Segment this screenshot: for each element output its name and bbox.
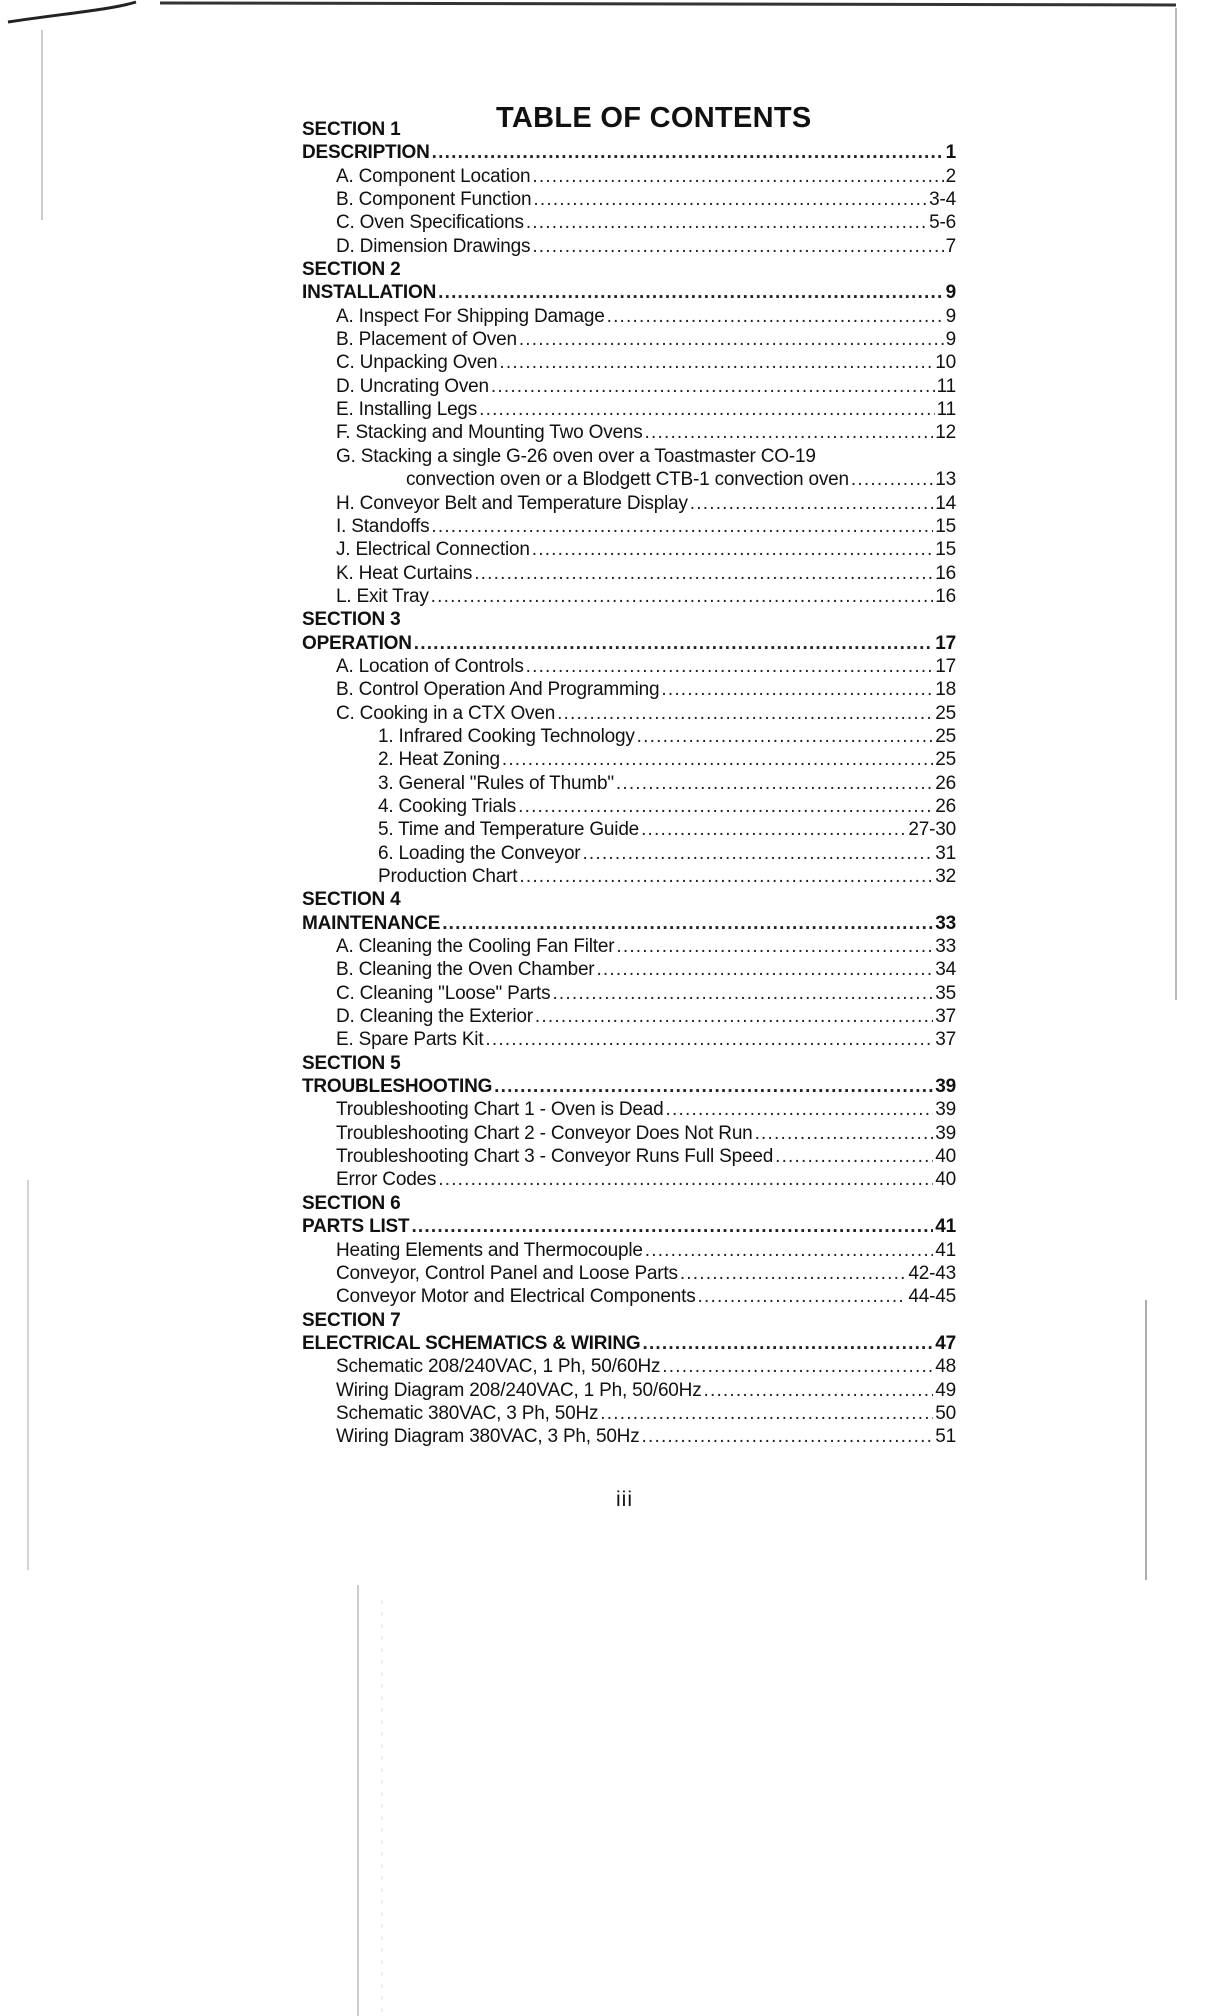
toc-leader-dots bbox=[431, 515, 933, 538]
toc-entry bbox=[296, 211, 956, 234]
toc-entry bbox=[296, 678, 956, 701]
toc-section-heading bbox=[296, 281, 956, 304]
toc-leader-dots bbox=[442, 912, 933, 935]
toc-entry bbox=[296, 982, 956, 1005]
toc-entry bbox=[296, 328, 956, 351]
toc-entry bbox=[296, 1145, 956, 1168]
toc-leader-dots bbox=[535, 1005, 933, 1028]
toc-entry-label: C. Cleaning "Loose" Parts bbox=[336, 982, 551, 1004]
toc-entry bbox=[296, 1239, 956, 1262]
toc-section-heading bbox=[296, 1332, 956, 1355]
toc-entry-page: 50 bbox=[935, 1402, 956, 1424]
toc-entry-page: 25 bbox=[935, 702, 956, 724]
toc-section-heading bbox=[296, 1215, 956, 1238]
toc-leader-dots bbox=[642, 1332, 933, 1355]
toc-entry-label: B. Placement of Oven bbox=[336, 329, 517, 351]
toc-entry-page: 37 bbox=[935, 1006, 956, 1028]
toc-entry-label: Wiring Diagram 380VAC, 3 Ph, 50Hz bbox=[336, 1426, 640, 1448]
toc-entry-page: 12 bbox=[935, 422, 956, 444]
toc-section-label bbox=[296, 888, 956, 911]
toc-leader-dots bbox=[607, 305, 944, 328]
toc-entry-page: 5-6 bbox=[929, 212, 956, 234]
toc-title: TABLE OF CONTENTS bbox=[496, 102, 812, 134]
toc-leader-dots bbox=[600, 1402, 933, 1425]
toc-entry bbox=[296, 1425, 956, 1448]
toc-leader-dots bbox=[641, 818, 906, 841]
toc-entry-label: G. Stacking a single G-26 oven over a Toastmaster CO-19 bbox=[336, 445, 816, 467]
toc-leader-dots bbox=[499, 351, 933, 374]
toc-entry-label: H. Conveyor Belt and Temperature Display bbox=[336, 492, 688, 514]
toc-entry-page: 25 bbox=[935, 749, 956, 771]
toc-entry bbox=[296, 421, 956, 444]
toc-entry-label: E. Spare Parts Kit bbox=[336, 1029, 484, 1051]
page-number: iii bbox=[616, 1488, 633, 1511]
toc-entry bbox=[296, 1262, 956, 1285]
toc-entry-label: Troubleshooting Chart 1 - Oven is Dead bbox=[336, 1099, 664, 1121]
toc-leader-dots bbox=[532, 235, 943, 258]
toc-entry bbox=[296, 1028, 956, 1051]
toc-entry bbox=[296, 1379, 956, 1402]
toc-entry bbox=[296, 1122, 956, 1145]
toc-section-heading bbox=[296, 632, 956, 655]
toc-entry-page: 31 bbox=[935, 842, 956, 864]
toc-entry-label: C. Cooking in a CTX Oven bbox=[336, 702, 556, 724]
toc-leader-dots bbox=[411, 1215, 933, 1238]
toc-entry bbox=[296, 748, 956, 771]
toc-leader-dots bbox=[552, 982, 933, 1005]
toc-entry-label: F. Stacking and Mounting Two Ovens bbox=[336, 422, 643, 444]
toc-entry bbox=[296, 305, 956, 328]
toc-section-label bbox=[296, 1052, 956, 1075]
toc-entry-label: Wiring Diagram 208/240VAC, 1 Ph, 50/60Hz bbox=[336, 1379, 702, 1401]
toc-entry-page: 48 bbox=[935, 1356, 956, 1378]
toc-entry-label: 4. Cooking Trials bbox=[378, 795, 517, 817]
toc-entry-label: L. Exit Tray bbox=[336, 585, 429, 607]
toc-leader-dots bbox=[518, 795, 933, 818]
toc-leader-dots bbox=[645, 421, 934, 444]
toc-entry-page: 3-4 bbox=[929, 189, 956, 211]
toc-entry-page: 47 bbox=[935, 1332, 956, 1354]
toc-entry-label: ELECTRICAL SCHEMATICS & WIRING bbox=[302, 1332, 641, 1354]
toc-entry-label: A. Component Location bbox=[336, 165, 531, 187]
toc-entry-label: Conveyor Motor and Electrical Components bbox=[336, 1286, 696, 1308]
toc-entry-label: D. Cleaning the Exterior bbox=[336, 1006, 533, 1028]
toc-entry bbox=[296, 375, 956, 398]
toc-leader-dots bbox=[479, 398, 935, 421]
toc-entry-page: 15 bbox=[935, 539, 956, 561]
toc-leader-dots bbox=[526, 655, 934, 678]
toc-entry-page: 33 bbox=[935, 936, 956, 958]
toc-entry-page: 18 bbox=[935, 679, 956, 701]
toc-entry-label: Conveyor, Control Panel and Loose Parts bbox=[336, 1262, 678, 1284]
toc-entry-label: 1. Infrared Cooking Technology bbox=[378, 725, 635, 747]
toc-entry-label: SECTION 7 bbox=[302, 1309, 401, 1331]
toc-entry-label: MAINTENANCE bbox=[302, 912, 441, 934]
toc-section-heading bbox=[296, 1075, 956, 1098]
toc-entry-label: 2. Heat Zoning bbox=[378, 749, 500, 771]
toc-entry-page: 11 bbox=[936, 375, 956, 397]
toc-leader-dots bbox=[616, 772, 933, 795]
toc-entry-label: Schematic 208/240VAC, 1 Ph, 50/60Hz bbox=[336, 1356, 661, 1378]
toc-section-label bbox=[296, 258, 956, 281]
toc-entry-page: 39 bbox=[935, 1122, 956, 1144]
toc-entry-label: DESCRIPTION bbox=[302, 142, 430, 164]
toc-entry bbox=[296, 235, 956, 258]
toc-entry-page: 11 bbox=[936, 399, 956, 421]
toc-leader-dots bbox=[532, 165, 943, 188]
toc-entry-label: K. Heat Curtains bbox=[336, 562, 473, 584]
toc-leader-dots bbox=[775, 1145, 933, 1168]
toc-entry-page: 39 bbox=[935, 1076, 956, 1098]
toc-entry-label: D. Uncrating Oven bbox=[336, 375, 489, 397]
toc-entry-label: 6. Loading the Conveyor bbox=[378, 842, 581, 864]
toc-entry-label: INSTALLATION bbox=[302, 282, 437, 304]
toc-entry-page: 40 bbox=[935, 1169, 956, 1191]
toc-entry-label: 5. Time and Temperature Guide bbox=[378, 819, 640, 841]
toc-leader-dots bbox=[661, 678, 933, 701]
toc-entry-label: B. Control Operation And Programming bbox=[336, 679, 660, 701]
toc-entry-page: 40 bbox=[935, 1146, 956, 1168]
toc-entry-page: 41 bbox=[935, 1239, 956, 1261]
toc-entry bbox=[296, 351, 956, 374]
toc-leader-dots bbox=[431, 585, 934, 608]
toc-entry-page: 13 bbox=[935, 469, 956, 491]
toc-entry-label: A. Inspect For Shipping Damage bbox=[336, 305, 605, 327]
toc-entry-page: 49 bbox=[935, 1379, 956, 1401]
toc-leader-dots bbox=[519, 328, 944, 351]
toc-entry-label: B. Cleaning the Oven Chamber bbox=[336, 959, 595, 981]
toc-entry-label: D. Dimension Drawings bbox=[336, 235, 531, 257]
toc-entry bbox=[296, 795, 956, 818]
toc-entry bbox=[296, 725, 956, 748]
toc-entry-label: SECTION 3 bbox=[302, 609, 401, 631]
toc-entry-label: Troubleshooting Chart 3 - Conveyor Runs Full Speed bbox=[336, 1146, 774, 1168]
toc-leader-dots bbox=[666, 1098, 934, 1121]
toc-entry bbox=[296, 165, 956, 188]
toc-entry bbox=[296, 1168, 956, 1191]
toc-entry-page: 44-45 bbox=[908, 1286, 956, 1308]
toc-entry bbox=[296, 538, 956, 561]
toc-entry-label: E. Installing Legs bbox=[336, 399, 478, 421]
toc-leader-dots bbox=[557, 702, 933, 725]
toc-entry-page: 17 bbox=[935, 632, 956, 654]
toc-entry-label: I. Standoffs bbox=[336, 515, 430, 537]
toc-leader-dots bbox=[474, 562, 933, 585]
toc-entry-label: SECTION 6 bbox=[302, 1192, 401, 1214]
toc-leader-dots bbox=[502, 748, 933, 771]
toc-leader-dots bbox=[438, 281, 944, 304]
toc-section-label bbox=[296, 118, 956, 141]
toc-entry-label: convection oven or a Blodgett CTB-1 convection oven bbox=[406, 469, 849, 491]
toc-leader-dots bbox=[438, 1168, 933, 1191]
toc-entry-page: 39 bbox=[935, 1099, 956, 1121]
toc-entries bbox=[296, 118, 956, 1449]
toc-entry bbox=[296, 188, 956, 211]
toc-entry-label: Error Codes bbox=[336, 1169, 437, 1191]
toc-entry-label: Troubleshooting Chart 2 - Conveyor Does Not Run bbox=[336, 1122, 753, 1144]
toc-entry-page: 7 bbox=[945, 235, 956, 257]
toc-entry-page: 51 bbox=[935, 1426, 956, 1448]
toc-leader-dots bbox=[491, 375, 935, 398]
toc-entry bbox=[296, 492, 956, 515]
toc-entry bbox=[296, 515, 956, 538]
toc-leader-dots bbox=[662, 1355, 933, 1378]
toc-entry-page: 32 bbox=[935, 866, 956, 887]
toc-entry bbox=[296, 702, 956, 725]
toc-entry-label: C. Oven Specifications bbox=[336, 212, 524, 234]
toc-entry bbox=[296, 445, 956, 468]
toc-entry-page: 26 bbox=[935, 772, 956, 794]
toc-entry-label: B. Component Function bbox=[336, 189, 532, 211]
toc-entry-label: SECTION 1 bbox=[302, 119, 401, 140]
toc-entry-page: 41 bbox=[935, 1216, 956, 1238]
toc-entry-page: 26 bbox=[935, 795, 956, 817]
toc-entry bbox=[296, 398, 956, 421]
toc-entry-page: 16 bbox=[935, 585, 956, 607]
toc-section-heading bbox=[296, 912, 956, 935]
toc-entry bbox=[296, 585, 956, 608]
toc-section-label bbox=[296, 608, 956, 631]
toc-leader-dots bbox=[582, 842, 933, 865]
toc-entry bbox=[296, 935, 956, 958]
toc-entry-page: 1 bbox=[945, 142, 956, 164]
toc-entry-page: 35 bbox=[935, 982, 956, 1004]
toc-entry bbox=[296, 865, 956, 888]
toc-entry-label: C. Unpacking Oven bbox=[336, 352, 498, 374]
toc-leader-dots bbox=[532, 538, 934, 561]
toc-entry bbox=[296, 1355, 956, 1378]
toc-leader-dots bbox=[616, 935, 933, 958]
toc-entry bbox=[296, 818, 956, 841]
toc-entry bbox=[296, 1005, 956, 1028]
toc-entry-label: OPERATION bbox=[302, 632, 412, 654]
toc-entry-page: 27-30 bbox=[908, 819, 956, 841]
toc-leader-dots bbox=[414, 632, 934, 655]
toc-entry-page: 37 bbox=[935, 1029, 956, 1051]
toc-leader-dots bbox=[533, 188, 927, 211]
toc-entry-page: 2 bbox=[945, 165, 956, 187]
toc-entry-label: 3. General "Rules of Thumb" bbox=[378, 772, 614, 794]
toc-leader-dots bbox=[680, 1262, 907, 1285]
toc-entry bbox=[296, 1098, 956, 1121]
toc-entry-page: 10 bbox=[935, 352, 956, 374]
toc-leader-dots bbox=[596, 958, 933, 981]
toc-leader-dots bbox=[526, 211, 927, 234]
toc-entry-label: Production Chart bbox=[378, 866, 518, 887]
toc-entry bbox=[296, 958, 956, 981]
toc-entry-label: SECTION 2 bbox=[302, 259, 401, 281]
toc-entry-page: 25 bbox=[935, 725, 956, 747]
toc-entry bbox=[296, 655, 956, 678]
toc-leader-dots bbox=[755, 1122, 934, 1145]
toc-leader-dots bbox=[645, 1239, 934, 1262]
toc-entry-label: A. Location of Controls bbox=[336, 655, 524, 677]
toc-entry-label: Schematic 380VAC, 3 Ph, 50Hz bbox=[336, 1402, 599, 1424]
toc-entry-label: SECTION 5 bbox=[302, 1052, 401, 1074]
toc-entry-label: SECTION 4 bbox=[302, 889, 401, 911]
toc-section-label bbox=[296, 1309, 956, 1332]
toc-leader-dots bbox=[485, 1028, 933, 1051]
toc-section-heading bbox=[296, 141, 956, 164]
toc-leader-dots bbox=[494, 1075, 933, 1098]
toc-leader-dots bbox=[642, 1425, 934, 1448]
toc-entry-page: 33 bbox=[935, 912, 956, 934]
toc-entry bbox=[296, 772, 956, 795]
toc-entry-page: 15 bbox=[935, 515, 956, 537]
toc-entry-page: 14 bbox=[935, 492, 956, 514]
toc-entry-page: 17 bbox=[935, 655, 956, 677]
toc-leader-dots bbox=[519, 865, 933, 888]
toc-leader-dots bbox=[704, 1379, 934, 1402]
toc-entry bbox=[296, 468, 956, 491]
toc-leader-dots bbox=[698, 1285, 907, 1308]
toc-entry-label: PARTS LIST bbox=[302, 1216, 410, 1238]
toc-entry-label: A. Cleaning the Cooling Fan Filter bbox=[336, 936, 615, 958]
toc-leader-dots bbox=[851, 468, 933, 491]
toc-entry-page: 9 bbox=[945, 329, 956, 351]
toc-entry-page: 9 bbox=[945, 282, 956, 304]
toc-entry-label: J. Electrical Connection bbox=[336, 539, 530, 561]
toc-entry bbox=[296, 1285, 956, 1308]
toc-entry-page: 34 bbox=[935, 959, 956, 981]
toc-leader-dots bbox=[637, 725, 934, 748]
toc-leader-dots bbox=[432, 141, 944, 164]
toc-section-label bbox=[296, 1192, 956, 1215]
toc-entry bbox=[296, 562, 956, 585]
toc-entry-page: 9 bbox=[945, 305, 956, 327]
toc-entry bbox=[296, 842, 956, 865]
toc-entry-label: Heating Elements and Thermocouple bbox=[336, 1239, 643, 1261]
toc-entry-page: 42-43 bbox=[908, 1262, 956, 1284]
toc-entry bbox=[296, 1402, 956, 1425]
toc-entry-label: TROUBLESHOOTING bbox=[302, 1076, 493, 1098]
toc-entry-page: 16 bbox=[935, 562, 956, 584]
toc-leader-dots bbox=[690, 492, 933, 515]
